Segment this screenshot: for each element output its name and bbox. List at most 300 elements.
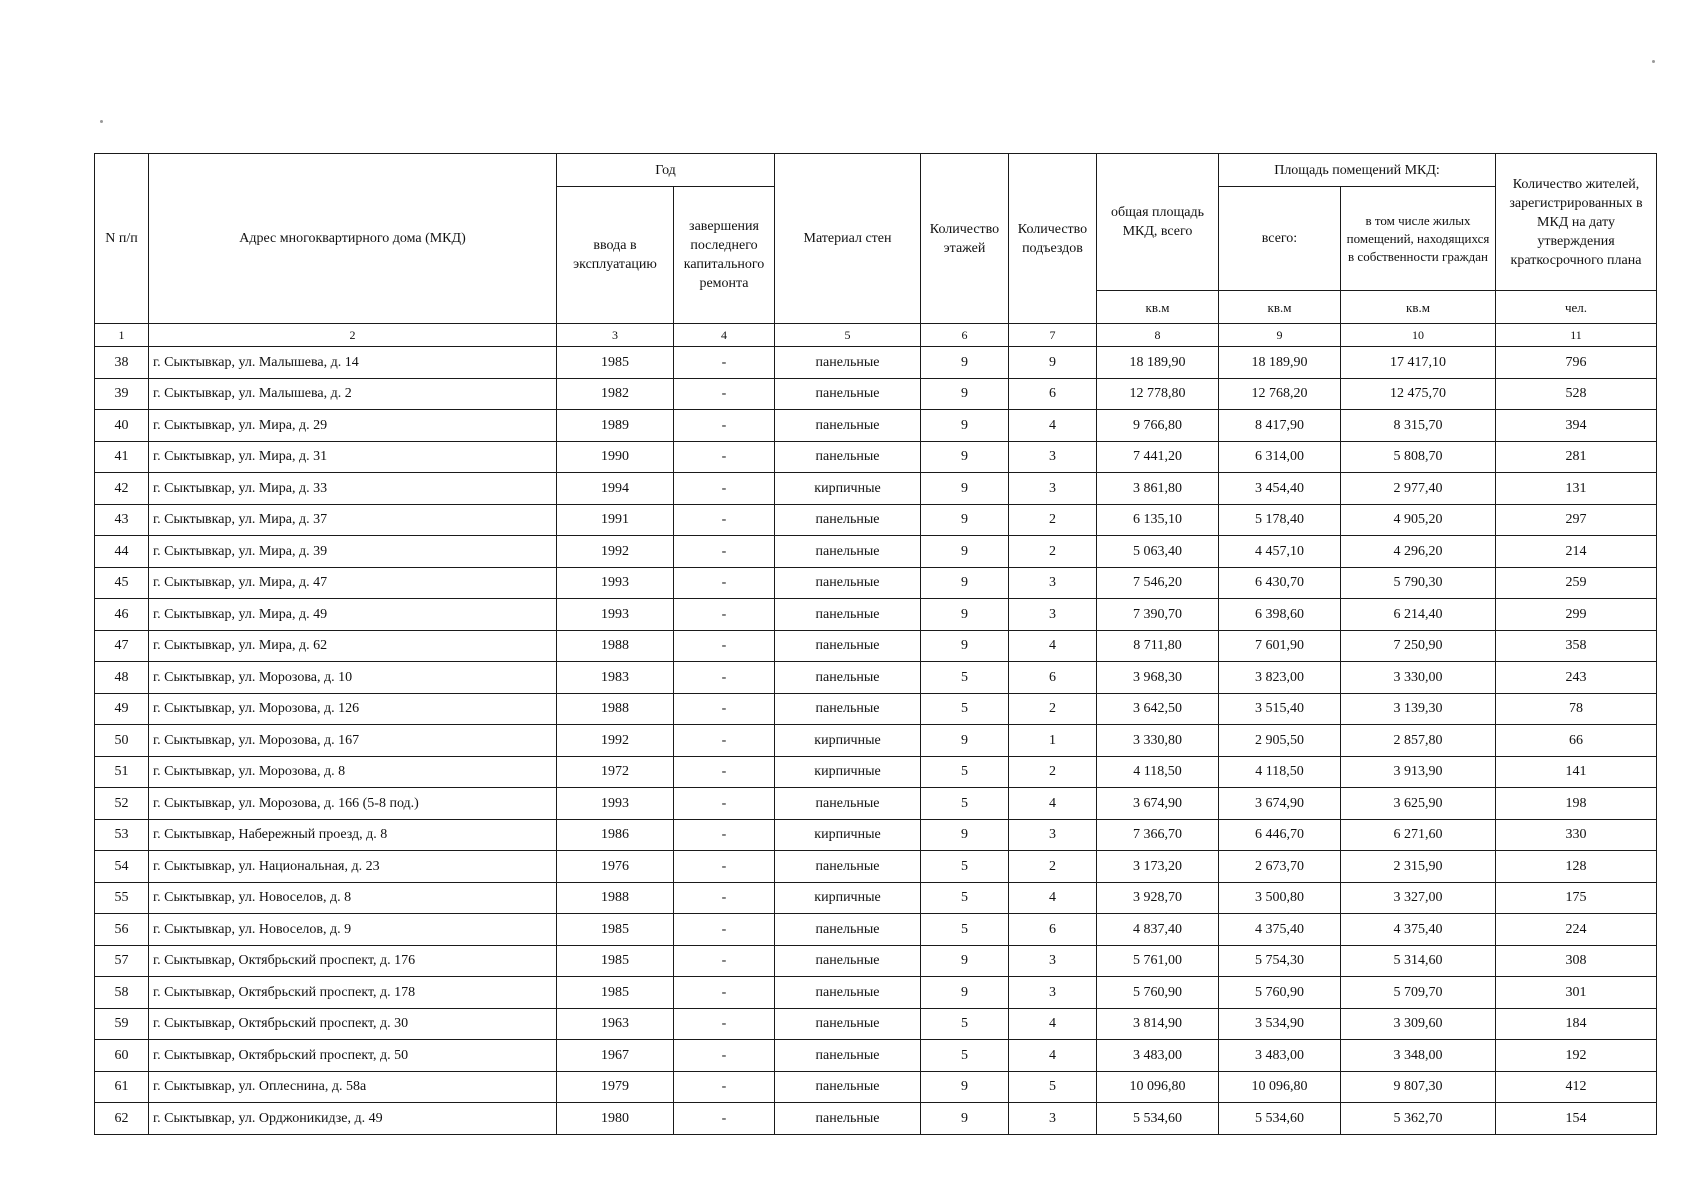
repair-year-cell: - [674,347,775,379]
premises-area-cell: 3 534,90 [1219,1008,1341,1040]
total-area-cell: 3 330,80 [1097,725,1219,757]
row-number: 47 [95,630,149,662]
repair-year-cell: - [674,1008,775,1040]
header-address: Адрес многоквартирного дома (МКД) [149,154,557,324]
row-number: 51 [95,756,149,788]
address-cell: г. Сыктывкар, ул. Мира, д. 62 [149,630,557,662]
table-row [95,693,1657,725]
entrances-cell: 2 [1009,504,1097,536]
table-row [95,504,1657,536]
floors-cell: 5 [921,756,1009,788]
owned-area-cell: 5 362,70 [1341,1103,1496,1135]
address-cell: г. Сыктывкар, ул. Морозова, д. 166 (5-8 под.) [149,788,557,820]
wall-material-cell: панельные [775,1103,921,1135]
address-cell: г. Сыктывкар, ул. Национальная, д. 23 [149,851,557,883]
wall-material-cell: кирпичные [775,819,921,851]
residents-cell: 281 [1496,441,1657,473]
total-area-cell: 7 441,20 [1097,441,1219,473]
scan-speck [100,120,103,123]
row-number: 58 [95,977,149,1009]
residents-cell: 358 [1496,630,1657,662]
total-area-cell: 10 096,80 [1097,1071,1219,1103]
row-number: 59 [95,1008,149,1040]
repair-year-cell: - [674,567,775,599]
entrances-cell: 6 [1009,914,1097,946]
owned-area-cell: 2 315,90 [1341,851,1496,883]
wall-material-cell: панельные [775,504,921,536]
address-cell: г. Сыктывкар, ул. Морозова, д. 8 [149,756,557,788]
wall-material-cell: панельные [775,1071,921,1103]
wall-material-cell: панельные [775,945,921,977]
table-row [95,851,1657,883]
row-number: 48 [95,662,149,694]
premises-area-cell: 5 754,30 [1219,945,1341,977]
wall-material-cell: панельные [775,347,921,379]
header-floors: Количество этажей [921,154,1009,324]
wall-material-cell: панельные [775,378,921,410]
table-row [95,1103,1657,1135]
premises-area-cell: 6 398,60 [1219,599,1341,631]
floors-cell: 9 [921,441,1009,473]
address-cell: г. Сыктывкар, ул. Мира, д. 33 [149,473,557,505]
repair-year-cell: - [674,725,775,757]
residents-cell: 192 [1496,1040,1657,1072]
total-area-cell: 4 118,50 [1097,756,1219,788]
total-area-cell: 5 760,90 [1097,977,1219,1009]
entrances-cell: 9 [1009,347,1097,379]
commission-year-cell: 1986 [557,819,674,851]
column-number: 7 [1009,324,1097,347]
row-number: 40 [95,410,149,442]
owned-area-cell: 2 977,40 [1341,473,1496,505]
repair-year-cell: - [674,977,775,1009]
residents-cell: 184 [1496,1008,1657,1040]
header-premises-group: Площадь помещений МКД: [1219,154,1496,187]
header-premises-owned: в том числе жилых помещений, находящихся в собственности граждан [1341,187,1496,291]
entrances-cell: 3 [1009,473,1097,505]
row-number: 61 [95,1071,149,1103]
premises-area-cell: 8 417,90 [1219,410,1341,442]
residents-cell: 412 [1496,1071,1657,1103]
owned-area-cell: 17 417,10 [1341,347,1496,379]
commission-year-cell: 1979 [557,1071,674,1103]
total-area-cell: 5 761,00 [1097,945,1219,977]
row-number: 56 [95,914,149,946]
table-row [95,882,1657,914]
total-area-cell: 7 390,70 [1097,599,1219,631]
row-number: 62 [95,1103,149,1135]
wall-material-cell: панельные [775,536,921,568]
residents-cell: 528 [1496,378,1657,410]
repair-year-cell: - [674,1040,775,1072]
floors-cell: 9 [921,1071,1009,1103]
total-area-cell: 7 366,70 [1097,819,1219,851]
owned-area-cell: 4 375,40 [1341,914,1496,946]
entrances-cell: 3 [1009,1103,1097,1135]
repair-year-cell: - [674,1103,775,1135]
address-cell: г. Сыктывкар, ул. Малышева, д. 2 [149,378,557,410]
commission-year-cell: 1985 [557,945,674,977]
entrances-cell: 4 [1009,1040,1097,1072]
residents-cell: 175 [1496,882,1657,914]
column-number: 10 [1341,324,1496,347]
column-number: 5 [775,324,921,347]
residents-cell: 131 [1496,473,1657,505]
commission-year-cell: 1985 [557,347,674,379]
owned-area-cell: 7 250,90 [1341,630,1496,662]
wall-material-cell: панельные [775,410,921,442]
header-year-group: Год [557,154,775,187]
address-cell: г. Сыктывкар, ул. Оплеснина, д. 58а [149,1071,557,1103]
address-cell: г. Сыктывкар, Октябрьский проспект, д. 176 [149,945,557,977]
total-area-cell: 3 861,80 [1097,473,1219,505]
floors-cell: 5 [921,662,1009,694]
owned-area-cell: 8 315,70 [1341,410,1496,442]
row-number: 42 [95,473,149,505]
column-number: 9 [1219,324,1341,347]
owned-area-cell: 3 348,00 [1341,1040,1496,1072]
commission-year-cell: 1992 [557,725,674,757]
premises-area-cell: 6 314,00 [1219,441,1341,473]
repair-year-cell: - [674,756,775,788]
entrances-cell: 5 [1009,1071,1097,1103]
repair-year-cell: - [674,536,775,568]
commission-year-cell: 1988 [557,882,674,914]
floors-cell: 9 [921,630,1009,662]
floors-cell: 9 [921,945,1009,977]
table-row [95,1008,1657,1040]
commission-year-cell: 1983 [557,662,674,694]
commission-year-cell: 1988 [557,693,674,725]
address-cell: г. Сыктывкар, ул. Мира, д. 47 [149,567,557,599]
owned-area-cell: 3 139,30 [1341,693,1496,725]
residents-cell: 259 [1496,567,1657,599]
row-number: 53 [95,819,149,851]
repair-year-cell: - [674,788,775,820]
address-cell: г. Сыктывкар, ул. Малышева, д. 14 [149,347,557,379]
residents-cell: 128 [1496,851,1657,883]
total-area-cell: 9 766,80 [1097,410,1219,442]
table-row [95,788,1657,820]
commission-year-cell: 1963 [557,1008,674,1040]
address-cell: г. Сыктывкар, ул. Новоселов, д. 9 [149,914,557,946]
table-row [95,725,1657,757]
wall-material-cell: панельные [775,693,921,725]
row-number: 39 [95,378,149,410]
premises-area-cell: 4 375,40 [1219,914,1341,946]
residents-cell: 154 [1496,1103,1657,1135]
row-number: 57 [95,945,149,977]
premises-area-cell: 10 096,80 [1219,1071,1341,1103]
row-number: 44 [95,536,149,568]
total-area-cell: 3 642,50 [1097,693,1219,725]
total-area-cell: 3 173,20 [1097,851,1219,883]
entrances-cell: 4 [1009,882,1097,914]
residents-cell: 78 [1496,693,1657,725]
premises-area-cell: 4 118,50 [1219,756,1341,788]
floors-cell: 5 [921,788,1009,820]
floors-cell: 9 [921,977,1009,1009]
floors-cell: 9 [921,599,1009,631]
floors-cell: 9 [921,347,1009,379]
premises-area-cell: 3 454,40 [1219,473,1341,505]
repair-year-cell: - [674,819,775,851]
table-row [95,819,1657,851]
commission-year-cell: 1985 [557,977,674,1009]
residents-cell: 299 [1496,599,1657,631]
premises-area-cell: 6 430,70 [1219,567,1341,599]
owned-area-cell: 9 807,30 [1341,1071,1496,1103]
column-number: 8 [1097,324,1219,347]
column-number-row [95,324,1657,347]
entrances-cell: 4 [1009,788,1097,820]
commission-year-cell: 1988 [557,630,674,662]
commission-year-cell: 1980 [557,1103,674,1135]
column-number: 1 [95,324,149,347]
row-number: 45 [95,567,149,599]
floors-cell: 9 [921,410,1009,442]
residents-cell: 198 [1496,788,1657,820]
repair-year-cell: - [674,1071,775,1103]
entrances-cell: 1 [1009,725,1097,757]
unit-premises-total: кв.м [1219,291,1341,324]
column-number: 2 [149,324,557,347]
floors-cell: 9 [921,725,1009,757]
floors-cell: 9 [921,536,1009,568]
repair-year-cell: - [674,473,775,505]
entrances-cell: 4 [1009,1008,1097,1040]
owned-area-cell: 3 625,90 [1341,788,1496,820]
floors-cell: 9 [921,378,1009,410]
entrances-cell: 6 [1009,378,1097,410]
wall-material-cell: панельные [775,662,921,694]
residents-cell: 141 [1496,756,1657,788]
commission-year-cell: 1972 [557,756,674,788]
entrances-cell: 2 [1009,851,1097,883]
entrances-cell: 3 [1009,819,1097,851]
repair-year-cell: - [674,662,775,694]
floors-cell: 5 [921,882,1009,914]
commission-year-cell: 1991 [557,504,674,536]
header-total-area: общая площадь МКД, всего [1097,154,1219,291]
entrances-cell: 3 [1009,441,1097,473]
floors-cell: 9 [921,1103,1009,1135]
premises-area-cell: 7 601,90 [1219,630,1341,662]
table-row [95,756,1657,788]
residents-cell: 297 [1496,504,1657,536]
column-number: 11 [1496,324,1657,347]
wall-material-cell: панельные [775,1008,921,1040]
row-number: 60 [95,1040,149,1072]
address-cell: г. Сыктывкар, ул. Морозова, д. 126 [149,693,557,725]
premises-area-cell: 3 500,80 [1219,882,1341,914]
repair-year-cell: - [674,630,775,662]
address-cell: г. Сыктывкар, Октябрьский проспект, д. 30 [149,1008,557,1040]
row-number: 38 [95,347,149,379]
owned-area-cell: 5 790,30 [1341,567,1496,599]
wall-material-cell: панельные [775,630,921,662]
repair-year-cell: - [674,945,775,977]
repair-year-cell: - [674,378,775,410]
header-year-repair: завершения последнего капитального ремонта [674,187,775,324]
address-cell: г. Сыктывкар, ул. Мира, д. 29 [149,410,557,442]
row-number: 46 [95,599,149,631]
address-cell: г. Сыктывкар, Октябрьский проспект, д. 50 [149,1040,557,1072]
column-number: 6 [921,324,1009,347]
row-number: 54 [95,851,149,883]
total-area-cell: 5 534,60 [1097,1103,1219,1135]
commission-year-cell: 1993 [557,567,674,599]
total-area-cell: 4 837,40 [1097,914,1219,946]
floors-cell: 5 [921,1008,1009,1040]
address-cell: г. Сыктывкар, Набережный проезд, д. 8 [149,819,557,851]
repair-year-cell: - [674,882,775,914]
owned-area-cell: 4 905,20 [1341,504,1496,536]
housing-table-sheet [94,153,1656,1135]
floors-cell: 5 [921,914,1009,946]
residents-cell: 394 [1496,410,1657,442]
entrances-cell: 2 [1009,693,1097,725]
premises-area-cell: 3 483,00 [1219,1040,1341,1072]
owned-area-cell: 12 475,70 [1341,378,1496,410]
residents-cell: 66 [1496,725,1657,757]
housing-table [94,153,1657,1135]
unit-premises-owned: кв.м [1341,291,1496,324]
wall-material-cell: панельные [775,977,921,1009]
premises-area-cell: 5 760,90 [1219,977,1341,1009]
address-cell: г. Сыктывкар, ул. Морозова, д. 167 [149,725,557,757]
table-row [95,1071,1657,1103]
entrances-cell: 3 [1009,567,1097,599]
repair-year-cell: - [674,693,775,725]
scan-speck [1652,60,1655,63]
entrances-cell: 6 [1009,662,1097,694]
total-area-cell: 12 778,80 [1097,378,1219,410]
owned-area-cell: 5 709,70 [1341,977,1496,1009]
wall-material-cell: панельные [775,441,921,473]
table-row [95,945,1657,977]
repair-year-cell: - [674,504,775,536]
entrances-cell: 3 [1009,945,1097,977]
premises-area-cell: 18 189,90 [1219,347,1341,379]
header-year-commission: ввода в эксплуатацию [557,187,674,324]
table-row [95,567,1657,599]
row-number: 49 [95,693,149,725]
table-row [95,441,1657,473]
residents-cell: 214 [1496,536,1657,568]
wall-material-cell: панельные [775,914,921,946]
owned-area-cell: 2 857,80 [1341,725,1496,757]
table-header [95,154,1657,347]
table-row [95,1040,1657,1072]
column-number: 3 [557,324,674,347]
commission-year-cell: 1967 [557,1040,674,1072]
table-row [95,347,1657,379]
commission-year-cell: 1993 [557,599,674,631]
entrances-cell: 3 [1009,977,1097,1009]
table-row [95,536,1657,568]
unit-residents: чел. [1496,291,1657,324]
wall-material-cell: кирпичные [775,725,921,757]
commission-year-cell: 1990 [557,441,674,473]
total-area-cell: 3 483,00 [1097,1040,1219,1072]
owned-area-cell: 6 214,40 [1341,599,1496,631]
commission-year-cell: 1992 [557,536,674,568]
premises-area-cell: 3 823,00 [1219,662,1341,694]
premises-area-cell: 3 515,40 [1219,693,1341,725]
repair-year-cell: - [674,914,775,946]
residents-cell: 330 [1496,819,1657,851]
total-area-cell: 3 968,30 [1097,662,1219,694]
total-area-cell: 5 063,40 [1097,536,1219,568]
row-number: 52 [95,788,149,820]
premises-area-cell: 3 674,90 [1219,788,1341,820]
table-row [95,599,1657,631]
owned-area-cell: 3 330,00 [1341,662,1496,694]
commission-year-cell: 1994 [557,473,674,505]
header-entrances: Количество подъездов [1009,154,1097,324]
premises-area-cell: 5 178,40 [1219,504,1341,536]
wall-material-cell: панельные [775,567,921,599]
header-number: N п/п [95,154,149,324]
commission-year-cell: 1993 [557,788,674,820]
floors-cell: 9 [921,567,1009,599]
table-row [95,662,1657,694]
table-row [95,977,1657,1009]
residents-cell: 308 [1496,945,1657,977]
total-area-cell: 6 135,10 [1097,504,1219,536]
header-premises-total: всего: [1219,187,1341,291]
floors-cell: 9 [921,504,1009,536]
address-cell: г. Сыктывкар, ул. Мира, д. 31 [149,441,557,473]
total-area-cell: 8 711,80 [1097,630,1219,662]
floors-cell: 5 [921,851,1009,883]
address-cell: г. Сыктывкар, ул. Морозова, д. 10 [149,662,557,694]
premises-area-cell: 5 534,60 [1219,1103,1341,1135]
owned-area-cell: 3 913,90 [1341,756,1496,788]
total-area-cell: 7 546,20 [1097,567,1219,599]
entrances-cell: 3 [1009,599,1097,631]
commission-year-cell: 1982 [557,378,674,410]
residents-cell: 243 [1496,662,1657,694]
column-number: 4 [674,324,775,347]
table-row [95,410,1657,442]
address-cell: г. Сыктывкар, ул. Новоселов, д. 8 [149,882,557,914]
premises-area-cell: 12 768,20 [1219,378,1341,410]
residents-cell: 796 [1496,347,1657,379]
premises-area-cell: 2 673,70 [1219,851,1341,883]
total-area-cell: 3 674,90 [1097,788,1219,820]
entrances-cell: 2 [1009,536,1097,568]
address-cell: г. Сыктывкар, ул. Мира, д. 37 [149,504,557,536]
premises-area-cell: 6 446,70 [1219,819,1341,851]
owned-area-cell: 5 808,70 [1341,441,1496,473]
floors-cell: 5 [921,693,1009,725]
header-residents: Количество жителей, зарегистрированных в МКД на дату утверждения краткосрочного плана [1496,154,1657,291]
floors-cell: 5 [921,1040,1009,1072]
repair-year-cell: - [674,851,775,883]
row-number: 50 [95,725,149,757]
residents-cell: 224 [1496,914,1657,946]
wall-material-cell: панельные [775,1040,921,1072]
wall-material-cell: кирпичные [775,473,921,505]
wall-material-cell: кирпичные [775,882,921,914]
premises-area-cell: 2 905,50 [1219,725,1341,757]
floors-cell: 9 [921,819,1009,851]
table-body [95,347,1657,1135]
wall-material-cell: панельные [775,851,921,883]
repair-year-cell: - [674,410,775,442]
